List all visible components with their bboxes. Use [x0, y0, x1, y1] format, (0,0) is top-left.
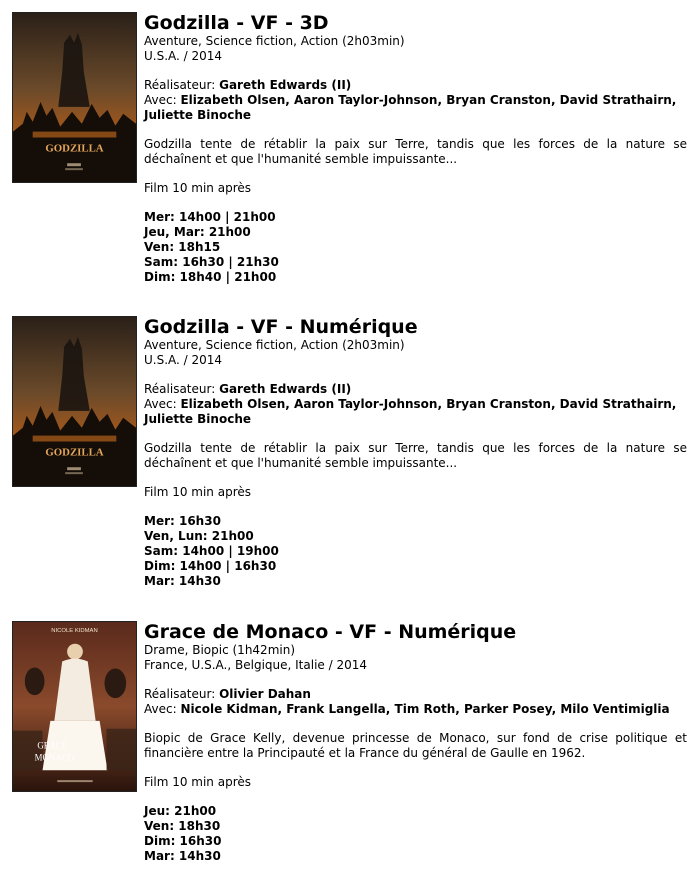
- movie-info: [144, 316, 687, 589]
- showtimes-list: [144, 514, 687, 589]
- cast-names: Nicole Kidman, Frank Langella, Tim Roth, Parker Posey, Milo Ventimiglia: [180, 702, 670, 716]
- cast-names: Elizabeth Olsen, Aaron Taylor-Johnson, Bryan Cranston, David Strathairn,: [180, 397, 677, 411]
- movie-title[interactable]: Grace de Monaco - VF - Numérique: [144, 621, 517, 643]
- movie-cast: [144, 93, 687, 108]
- showtimes-list: [144, 804, 687, 864]
- cast-label: Avec:: [144, 702, 177, 716]
- movie-delay-note: Film 10 min après: [144, 181, 252, 195]
- cast-names: Elizabeth Olsen, Aaron Taylor-Johnson, Bryan Cranston, David Strathairn,: [180, 93, 677, 107]
- showtime-line: Mar: 14h30: [144, 574, 221, 588]
- showtime-line: Mer: 14h00 | 21h00: [144, 210, 276, 224]
- movie-poster[interactable]: [12, 316, 137, 487]
- movie-synopsis: Godzilla tente de rétablir la paix sur Terre, tandis que les forces de la nature se déchaînent et que l'humanité semble impuissante...: [144, 441, 687, 470]
- movie-synopsis: Biopic de Grace Kelly, devenue princesse de Monaco, sur fond de crise politique et financière entre la Principauté et la France du général de Gaulle en 1962.: [144, 731, 687, 760]
- cast-label: Avec:: [144, 93, 177, 107]
- movie-genre: Aventure, Science fiction, Action (2h03min): [144, 338, 405, 352]
- svg-text:GODZILLA: GODZILLA: [45, 142, 104, 155]
- svg-text:NICOLE KIDMAN: NICOLE KIDMAN: [51, 627, 98, 634]
- movie-cast-continued: Juliette Binoche: [144, 108, 252, 122]
- movie-cast-continued: Juliette Binoche: [144, 412, 252, 426]
- svg-text:MONACO: MONACO: [34, 752, 74, 763]
- showtime-line: Dim: 14h00 | 16h30: [144, 559, 277, 573]
- movie-entry: [0, 621, 700, 871]
- showtime-line: Jeu: 21h00: [144, 804, 217, 818]
- movie-director: [144, 78, 687, 93]
- movie-delay-note: Film 10 min après: [144, 775, 252, 789]
- showtime-line: Ven: 18h15: [144, 240, 221, 254]
- svg-text:GRACE: GRACE: [37, 740, 68, 751]
- showtimes-list: [144, 210, 687, 285]
- grace-de-monaco-poster-image: [13, 622, 136, 791]
- movie-country-year: U.S.A. / 2014: [144, 49, 223, 63]
- director-label: Réalisateur:: [144, 687, 216, 701]
- showtime-line: Sam: 16h30 | 21h30: [144, 255, 279, 269]
- movie-poster[interactable]: [12, 621, 137, 792]
- movie-entry: [0, 316, 700, 606]
- director-label: Réalisateur:: [144, 78, 216, 92]
- movie-country-year: France, U.S.A., Belgique, Italie / 2014: [144, 658, 367, 672]
- godzilla-poster-image: [13, 13, 136, 182]
- showtime-line: Dim: 16h30: [144, 834, 222, 848]
- showtime-line: Dim: 18h40 | 21h00: [144, 270, 277, 284]
- movie-genre: Aventure, Science fiction, Action (2h03min): [144, 34, 405, 48]
- movie-poster[interactable]: [12, 12, 137, 183]
- showtime-line: Ven, Lun: 21h00: [144, 529, 254, 543]
- cast-label: Avec:: [144, 397, 177, 411]
- movie-director: [144, 687, 687, 702]
- movie-delay-note: Film 10 min après: [144, 485, 252, 499]
- movie-director: [144, 382, 687, 397]
- movie-synopsis: Godzilla tente de rétablir la paix sur Terre, tandis que les forces de la nature se déchaînent et que l'humanité semble impuissante...: [144, 137, 687, 166]
- movie-cast: [144, 397, 687, 412]
- movie-info: [144, 621, 687, 864]
- movie-title[interactable]: Godzilla - VF - 3D: [144, 12, 329, 34]
- showtime-line: Sam: 14h00 | 19h00: [144, 544, 279, 558]
- director-name: Gareth Edwards (II): [219, 78, 352, 92]
- movie-entry: [0, 12, 700, 302]
- director-label: Réalisateur:: [144, 382, 216, 396]
- movie-genre: Drame, Biopic (1h42min): [144, 643, 296, 657]
- movie-info: [144, 12, 687, 285]
- svg-text:GODZILLA: GODZILLA: [45, 446, 104, 459]
- showtime-line: Jeu, Mar: 21h00: [144, 225, 251, 239]
- director-name: Olivier Dahan: [219, 687, 311, 701]
- godzilla-poster-image: [13, 317, 136, 486]
- movie-title[interactable]: Godzilla - VF - Numérique: [144, 316, 418, 338]
- movie-country-year: U.S.A. / 2014: [144, 353, 223, 367]
- showtime-line: Mer: 16h30: [144, 514, 221, 528]
- showtime-line: Mar: 14h30: [144, 849, 221, 863]
- director-name: Gareth Edwards (II): [219, 382, 352, 396]
- movie-cast: [144, 702, 687, 717]
- showtime-line: Ven: 18h30: [144, 819, 221, 833]
